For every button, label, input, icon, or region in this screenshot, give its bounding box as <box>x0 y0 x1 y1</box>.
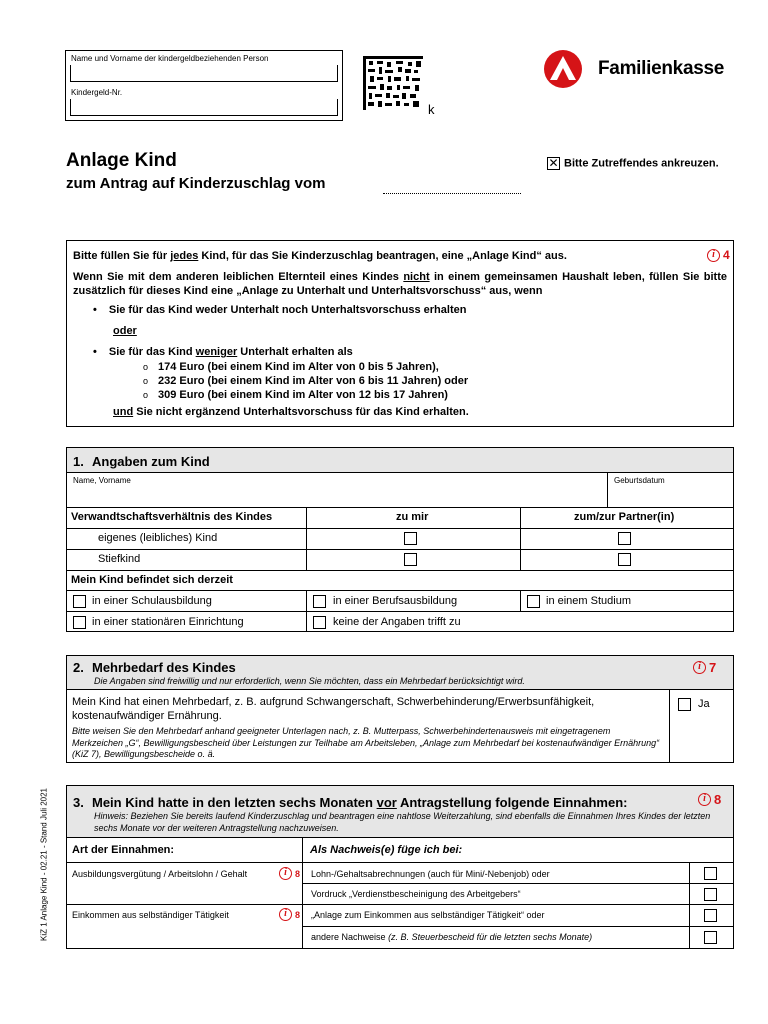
bullet2-b: Unterhalt erhalten als <box>237 346 353 358</box>
section-1-title: Angaben zum Kind <box>92 454 210 469</box>
proof-1b: Vordruck „Verdienstbescheinigung des Arbeitgebers“ <box>311 889 521 899</box>
dob-input[interactable] <box>608 473 733 507</box>
subtitle-text: zum Antrag auf Kinderzuschlag vom <box>66 175 326 192</box>
final-b: Sie nicht ergänzend Unterhaltsvorschuss für das Kind erhalten. <box>133 406 469 418</box>
intro-p1 <box>73 250 693 262</box>
divider <box>303 883 733 884</box>
info-icon: i <box>698 793 711 806</box>
child-name-input[interactable] <box>67 473 607 507</box>
datamatrix-icon <box>363 56 423 110</box>
section-3-info-num: 8 <box>714 792 722 807</box>
proof-2a-checkbox[interactable] <box>704 909 717 922</box>
sub3: 309 Euro (bei einem Kind im Alter von 12 bis 17 Jahren) <box>158 389 448 401</box>
relation-row-step <box>67 549 733 570</box>
proof-2b-note: (z. B. Steuerbescheid für die letzten sechs Monate) <box>388 932 593 942</box>
income-type-2: Einkommen aus selbständiger Tätigkeit <box>72 910 229 920</box>
intro-p2-a: Wenn Sie mit dem anderen leiblichen Elternteil eines Kindes <box>73 271 404 283</box>
info-icon: i <box>707 249 720 262</box>
income-row-1 <box>67 862 733 904</box>
mehrbedarf-ja-checkbox[interactable] <box>678 698 691 711</box>
stationaer-checkbox[interactable] <box>73 616 86 629</box>
income-info-1-num: 8 <box>295 868 301 879</box>
proof-1a-checkbox[interactable] <box>704 867 717 880</box>
income-info-1[interactable] <box>279 867 300 880</box>
income-info-2-num: 8 <box>295 909 301 920</box>
arbeitsagentur-logo-icon <box>543 49 583 89</box>
section-1 <box>66 447 734 632</box>
dob-label: Geburtsdatum <box>614 476 665 485</box>
s3-col1: Art der Einnahmen: <box>72 844 175 856</box>
intro-box <box>66 240 734 427</box>
circle-bullet-icon: o <box>143 390 149 400</box>
keine-checkbox[interactable] <box>313 616 326 629</box>
sub-item <box>143 374 468 388</box>
section-1-num: 1. <box>73 454 84 469</box>
section-1-header <box>67 448 733 473</box>
side-form-id: KiZ 1 Anlage Kind - 02.21 - Stand Juli 2021 <box>39 788 49 941</box>
intro-bullet1 <box>93 304 466 316</box>
circle-bullet-icon: o <box>143 376 149 386</box>
divider <box>520 591 521 612</box>
step-me-checkbox[interactable] <box>404 553 417 566</box>
relation-header-row <box>67 507 733 528</box>
info-icon: i <box>693 661 706 674</box>
sub2: 232 Euro (bei einem Kind im Alter von 6 bis 11 Jahren) oder <box>158 375 469 387</box>
intro-p1-a: Bitte füllen Sie für <box>73 250 171 262</box>
section-2 <box>66 655 734 763</box>
relation-own-label: eigenes (leibliches) Kind <box>98 532 218 544</box>
s3-col-headers <box>67 838 733 862</box>
income-row-2 <box>67 904 733 948</box>
s3-col2: Als Nachweis(e) füge ich bei: <box>310 844 463 856</box>
intro-p2-u: nicht <box>403 271 430 283</box>
intro-p2-b: in einem gemeinsamen Haushalt leben, füllen Sie bitte zusätzlich für dieses Kind eine „Anlage zu Unterhalt und Unterhaltsvorschuss“ aus, wenn <box>73 271 727 297</box>
intro-info[interactable] <box>707 248 730 262</box>
name-input[interactable] <box>70 65 338 82</box>
beruf-label: in einer Berufsausbildung <box>333 595 458 607</box>
s3-title-b: Antragstellung folgende Einnahmen: <box>396 795 628 810</box>
intro-sublist <box>143 360 468 402</box>
divider <box>689 863 690 905</box>
income-info-2[interactable] <box>279 908 300 921</box>
status-header: Mein Kind befindet sich derzeit <box>71 574 233 586</box>
section-2-info[interactable] <box>693 660 716 675</box>
schule-label: in einer Schulausbildung <box>92 595 212 607</box>
proof-2b-text: andere Nachweise <box>311 932 386 942</box>
studium-checkbox[interactable] <box>527 595 540 608</box>
kindergeld-nr-label: Kindergeld-Nr. <box>71 88 123 97</box>
section-3-title <box>92 795 627 810</box>
page-title: Anlage Kind <box>66 150 177 171</box>
circle-bullet-icon: o <box>143 362 149 372</box>
section-3 <box>66 785 734 949</box>
info-icon: i <box>279 908 292 921</box>
mehrbedarf-text: Mein Kind hat einen Mehrbedarf, z. B. aufgrund Schwangerschaft, Schwerbehinderung/Erwerbsunfähigkeit, kostenaufwändiger Ernährung. <box>72 696 595 722</box>
income-type-1: Ausbildungsvergütung / Arbeitslohn / Gehalt <box>72 869 248 879</box>
keine-label: keine der Angaben trifft zu <box>333 616 461 628</box>
sub-item <box>143 360 468 374</box>
section-2-title: Mehrbedarf des Kindes <box>92 660 236 675</box>
bullet2-a: Sie für das Kind <box>108 346 196 358</box>
bullet-icon: • <box>93 304 97 316</box>
child-name-label: Name, Vorname <box>73 476 131 485</box>
own-partner-checkbox[interactable] <box>618 532 631 545</box>
section-3-hint: Hinweis: Beziehen Sie bereits laufend Kinderzuschlag und beantragen eine nahtlose Weiterzahlung, sind ebenfalls die Einnahmen Ihres Kindes der letzten sechs Monate vor der weiteren Antragstellung nachzuweisen. <box>94 811 711 833</box>
intro-p1-b: Kind, für das Sie Kinderzuschlag beantragen, eine „Anlage Kind“ aus. <box>198 250 567 262</box>
intro-bullet2 <box>93 346 353 358</box>
date-field[interactable] <box>383 193 521 194</box>
beruf-checkbox[interactable] <box>313 595 326 608</box>
intro-final <box>113 406 469 418</box>
schule-checkbox[interactable] <box>73 595 86 608</box>
name-label: Name und Vorname der kindergeldbeziehenden Person <box>71 54 269 63</box>
kindergeld-nr-input[interactable] <box>70 99 338 116</box>
intro-p2 <box>73 270 727 298</box>
proof-2a: „Anlage zum Einkommen aus selbständiger Tätigkeit“ oder <box>311 910 545 920</box>
sub1: 174 Euro (bei einem Kind im Alter von 0 bis 5 Jahren), <box>158 361 439 373</box>
check-hint-text: Bitte Zutreffendes ankreuzen. <box>564 157 719 170</box>
section-2-info-num: 7 <box>709 660 717 675</box>
status-row-2 <box>67 611 733 631</box>
section-3-num: 3. <box>73 795 84 810</box>
page-subtitle <box>66 175 325 192</box>
bullet-icon: • <box>93 346 97 358</box>
brand-name: Familienkasse <box>598 58 725 79</box>
relation-header: Verwandtschaftsverhältnis des Kindes <box>71 511 273 523</box>
crossed-checkbox-icon: ✕ <box>548 156 559 170</box>
col-partner: zum/zur Partner(in) <box>574 511 675 523</box>
info-icon: i <box>279 867 292 880</box>
mehrbedarf-ja-label: Ja <box>698 698 710 710</box>
check-hint <box>547 157 719 170</box>
mehrbedarf-row <box>67 690 733 762</box>
proof-1b-checkbox[interactable] <box>704 888 717 901</box>
proof-2b-checkbox[interactable] <box>704 931 717 944</box>
divider <box>303 926 733 927</box>
studium-label: in einem Studium <box>546 595 631 607</box>
relation-step-label: Stiefkind <box>98 553 141 565</box>
barcode <box>363 56 423 110</box>
section-2-subtitle: Die Angaben sind freiwillig und nur erforderlich, wenn Sie möchten, dass ein Mehrbedarf berücksichtigt wird. <box>94 676 525 686</box>
stationaer-label: in einer stationären Einrichtung <box>92 616 244 628</box>
child-name-row <box>67 473 733 507</box>
final-u: und <box>113 406 134 418</box>
section-3-header <box>67 786 733 838</box>
barcode-suffix: k <box>428 102 435 117</box>
col-me: zu mir <box>396 511 429 523</box>
section-2-header <box>67 656 733 690</box>
bullet2-u: weniger <box>195 346 238 358</box>
status-header-row <box>67 570 733 590</box>
section-2-num: 2. <box>73 660 84 675</box>
step-partner-checkbox[interactable] <box>618 553 631 566</box>
intro-info-num: 4 <box>723 248 730 262</box>
s3-title-a: Mein Kind hatte in den letzten sechs Monaten <box>92 795 377 810</box>
s3-title-u: vor <box>376 795 397 810</box>
proof-2b <box>311 932 592 942</box>
intro-oder: oder <box>113 325 137 337</box>
status-row-1 <box>67 590 733 611</box>
divider <box>669 690 670 762</box>
applicant-box <box>65 50 343 121</box>
bullet1-text: Sie für das Kind weder Unterhalt noch Unterhaltsvorschuss erhalten <box>108 304 467 316</box>
mehrbedarf-note: Bitte weisen Sie den Mehrbedarf anhand geeigneter Unterlagen nach, z. B. Mutterpass, Schwerbehindertenausweis mit eingetragenem Merkzeichen „G“, Bewilligungsbescheid über Leistungen zur Teilhabe am Arbeitsleben, „Anlage zum Mehrbedarf bei kostenaufwändiger Ernährung“ (KiZ 7), Bewilligungsbescheide o. ä. <box>72 726 660 759</box>
own-me-checkbox[interactable] <box>404 532 417 545</box>
intro-p1-u: jedes <box>170 250 199 262</box>
sub-item <box>143 388 468 402</box>
proof-1a: Lohn-/Gehaltsabrechnungen (auch für Mini/-Nebenjob) oder <box>311 869 550 879</box>
brand-logo <box>543 49 583 92</box>
divider <box>689 905 690 949</box>
section-3-info[interactable] <box>698 792 721 807</box>
relation-row-own <box>67 528 733 549</box>
